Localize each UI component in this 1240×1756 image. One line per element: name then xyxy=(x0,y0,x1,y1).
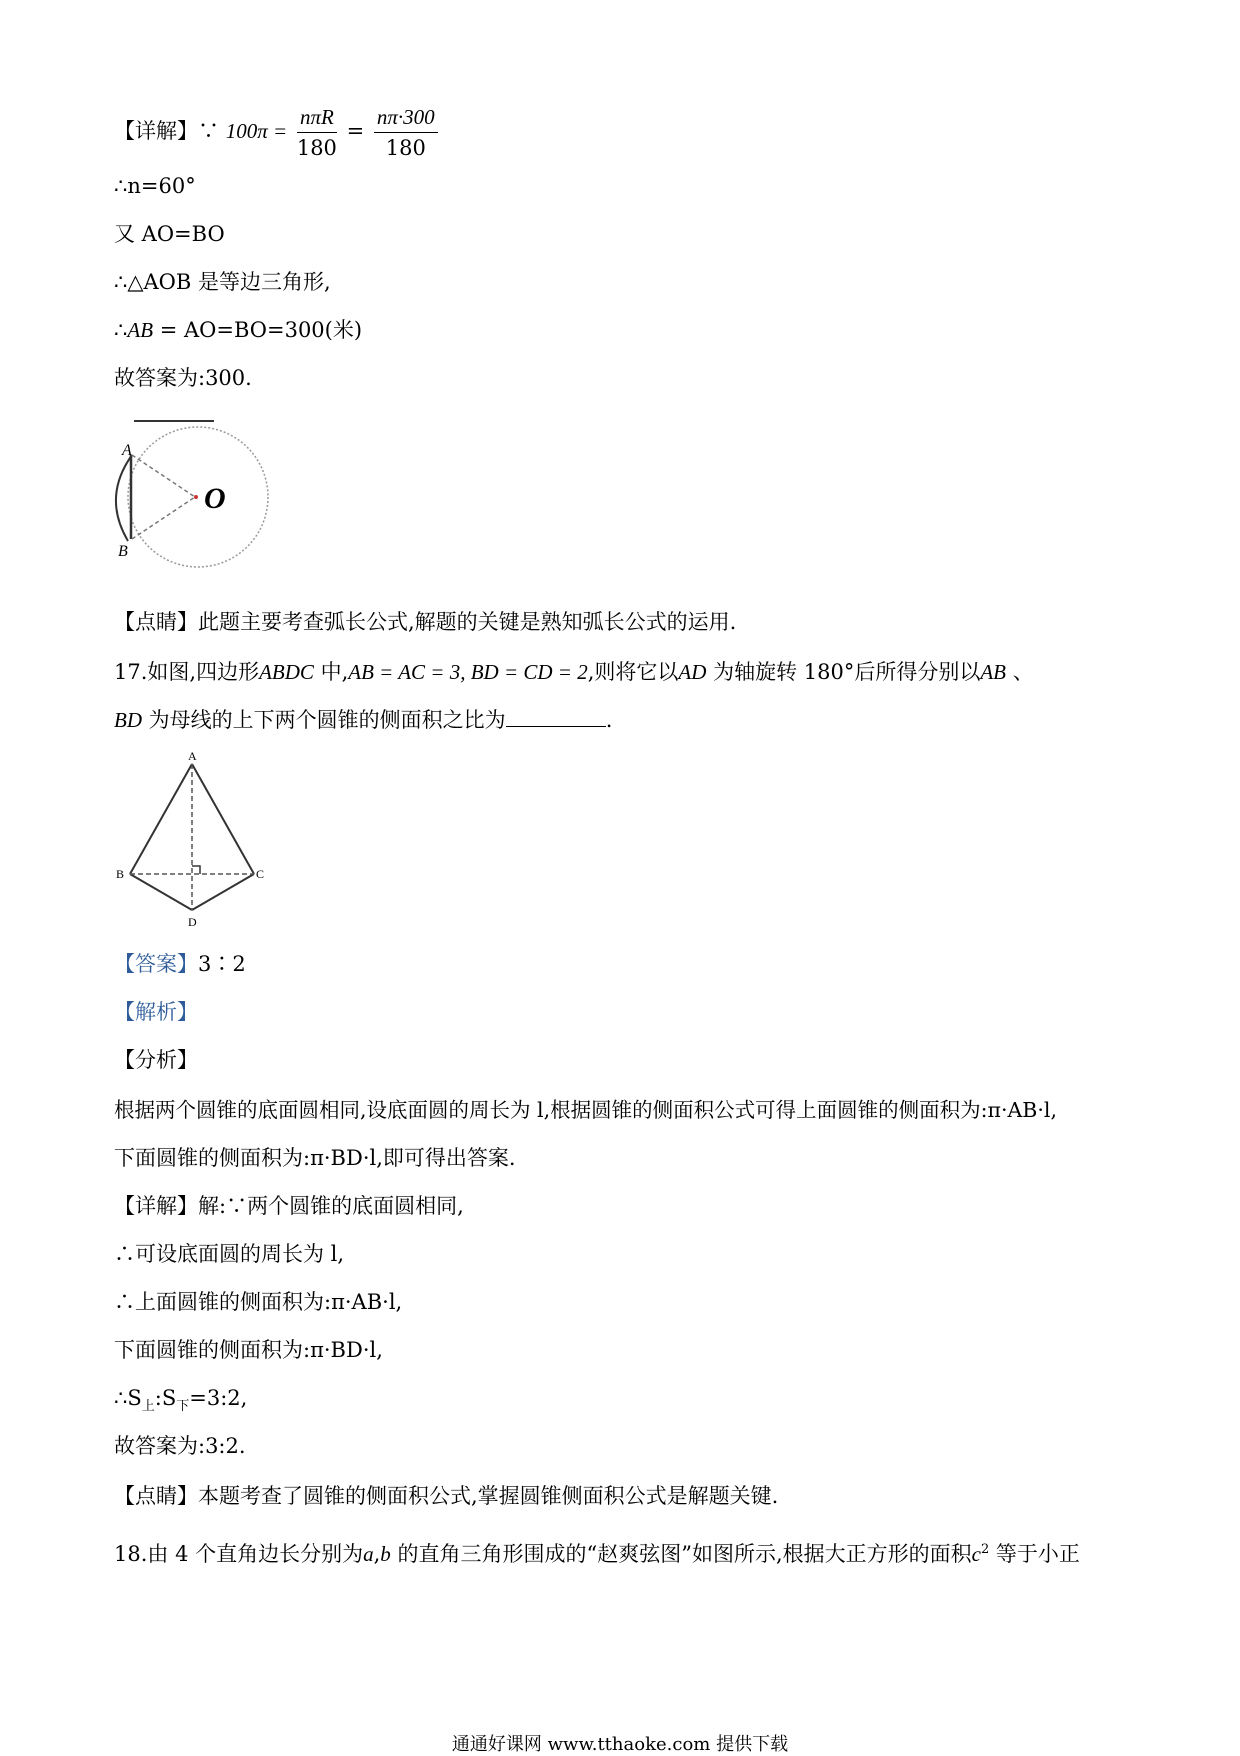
arc-ab xyxy=(116,455,132,541)
fraction-denominator: 180 xyxy=(296,136,337,160)
detail-line-5 xyxy=(114,1384,247,1421)
label-b: B xyxy=(116,867,125,881)
side-ac xyxy=(192,764,254,874)
comment-16 xyxy=(114,608,736,636)
ratio-text: :S xyxy=(154,1386,177,1410)
label-o: O xyxy=(204,482,226,515)
q17-text: 中, xyxy=(313,660,349,684)
detail-line-4: 下面圆锥的侧面积为:π·BD·l, xyxy=(114,1338,383,1362)
sub-upper: 上 xyxy=(141,1399,155,1415)
fenxi-line-1: 根据两个圆锥的底面圆相同,设底面圆的周长为 l,根据圆锥的侧面积公式可得上面圆锥的侧面积为:π·AB·l, xyxy=(114,1098,1057,1122)
label-a: A xyxy=(188,750,197,763)
radius-oa xyxy=(132,455,195,497)
formula-lhs: 100π = xyxy=(225,119,288,143)
therefore-symbol: ∴ xyxy=(114,318,128,342)
line-n: ∴n=60° xyxy=(114,174,196,198)
radius-ob xyxy=(132,497,195,539)
equals-sign: = xyxy=(346,119,365,143)
fraction-arc-formula xyxy=(297,102,337,163)
because-symbol: ∵ xyxy=(198,119,219,143)
detail-label: 【详解】 xyxy=(114,119,198,143)
q17-condition: AB = AC = 3, BD = CD = 2 xyxy=(348,660,588,684)
question-17-line2 xyxy=(114,706,612,734)
q17-text: 17.如图,四边形 xyxy=(114,660,260,684)
q17-quad: ABDC xyxy=(259,660,314,684)
center-dot xyxy=(194,495,198,499)
sub-lower: 下 xyxy=(176,1399,190,1415)
label-b: B xyxy=(118,543,128,560)
question-18 xyxy=(114,1536,1080,1568)
q18-text: 的直角三角形围成的“赵爽弦图”如图所示,根据大正方形的面积 xyxy=(390,1542,972,1566)
analysis-label: 【解析】 xyxy=(114,1000,198,1024)
exponent: 2 xyxy=(980,1542,990,1557)
line-ab-length xyxy=(114,316,362,344)
q17-bd: BD xyxy=(114,708,142,732)
var-c: c xyxy=(971,1542,981,1566)
comment-text: 本题考查了圆锥的侧面积公式,掌握圆锥侧面积公式是解题关键. xyxy=(198,1484,779,1508)
line-equilateral: ∴△AOB 是等边三角形, xyxy=(114,270,331,294)
q17-text: 为母线的上下两个圆锥的侧面积之比为 xyxy=(142,708,506,732)
detail-line-1 xyxy=(114,1192,464,1220)
question-17-line1 xyxy=(114,658,1034,686)
ab-value: = AO=BO=300(米) xyxy=(153,318,363,342)
var-b: b xyxy=(380,1542,391,1566)
q17-period: . xyxy=(605,708,613,732)
fraction-numerator: nπR xyxy=(297,102,337,133)
label-a: A xyxy=(122,442,132,459)
comment-17 xyxy=(114,1482,778,1510)
side-cd xyxy=(192,874,254,910)
answer-blank xyxy=(506,708,606,727)
fraction-numerator: nπ·300 xyxy=(374,102,438,133)
label-c: C xyxy=(256,867,265,881)
q17-ab: AB xyxy=(980,660,1007,684)
side-ab xyxy=(130,764,192,874)
formula-line xyxy=(114,102,441,163)
side-bd xyxy=(130,874,192,910)
fraction-substituted xyxy=(374,102,438,163)
q18-text: , xyxy=(373,1542,381,1566)
ratio-text: ∴S xyxy=(114,1386,142,1410)
detail-text: 解:∵两个圆锥的底面圆相同, xyxy=(198,1194,464,1218)
q18-text: 等于小正 xyxy=(989,1542,1080,1566)
fenxi-label: 【分析】 xyxy=(114,1048,198,1072)
q17-text: 、 xyxy=(1006,660,1034,684)
answer-label: 【答案】 xyxy=(114,952,198,976)
q17-text: ,则将它以 xyxy=(587,660,679,684)
detail-label: 【详解】 xyxy=(114,1194,198,1218)
q17-text: 为轴旋转 180°后所得分别以 xyxy=(706,660,981,684)
var-ab: AB xyxy=(127,318,154,342)
detail-line-2: ∴可设底面圆的周长为 l, xyxy=(114,1242,345,1266)
fraction-denominator: 180 xyxy=(385,136,426,160)
line-ao-bo: 又 AO=BO xyxy=(114,222,225,246)
page-footer: 通通好课网 www.tthaoke.com 提供下载 xyxy=(451,1734,789,1755)
detail-line-3: ∴上面圆锥的侧面积为:π·AB·l, xyxy=(114,1290,403,1314)
var-a: a xyxy=(363,1542,374,1566)
right-angle-mark xyxy=(192,866,200,874)
answer-final-17: 故答案为:3:2. xyxy=(114,1434,246,1458)
comment-text: 此题主要考查弧长公式,解题的关键是熟知弧长公式的运用. xyxy=(198,610,737,634)
label-d: D xyxy=(188,915,197,929)
kite-figure xyxy=(112,750,272,940)
q17-axis: AD xyxy=(678,660,707,684)
comment-label: 【点睛】 xyxy=(114,610,198,634)
answer-17 xyxy=(114,950,246,978)
fenxi-line-2: 下面圆锥的侧面积为:π·BD·l,即可得出答案. xyxy=(114,1146,516,1170)
circle-figure xyxy=(110,415,280,580)
ratio-text: =3:2, xyxy=(189,1386,248,1410)
q18-text: 18.由 4 个直角边长分别为 xyxy=(114,1542,364,1566)
answer-16: 故答案为:300. xyxy=(114,366,252,390)
comment-label: 【点睛】 xyxy=(114,1484,198,1508)
answer-value: 3∶2 xyxy=(198,952,246,976)
